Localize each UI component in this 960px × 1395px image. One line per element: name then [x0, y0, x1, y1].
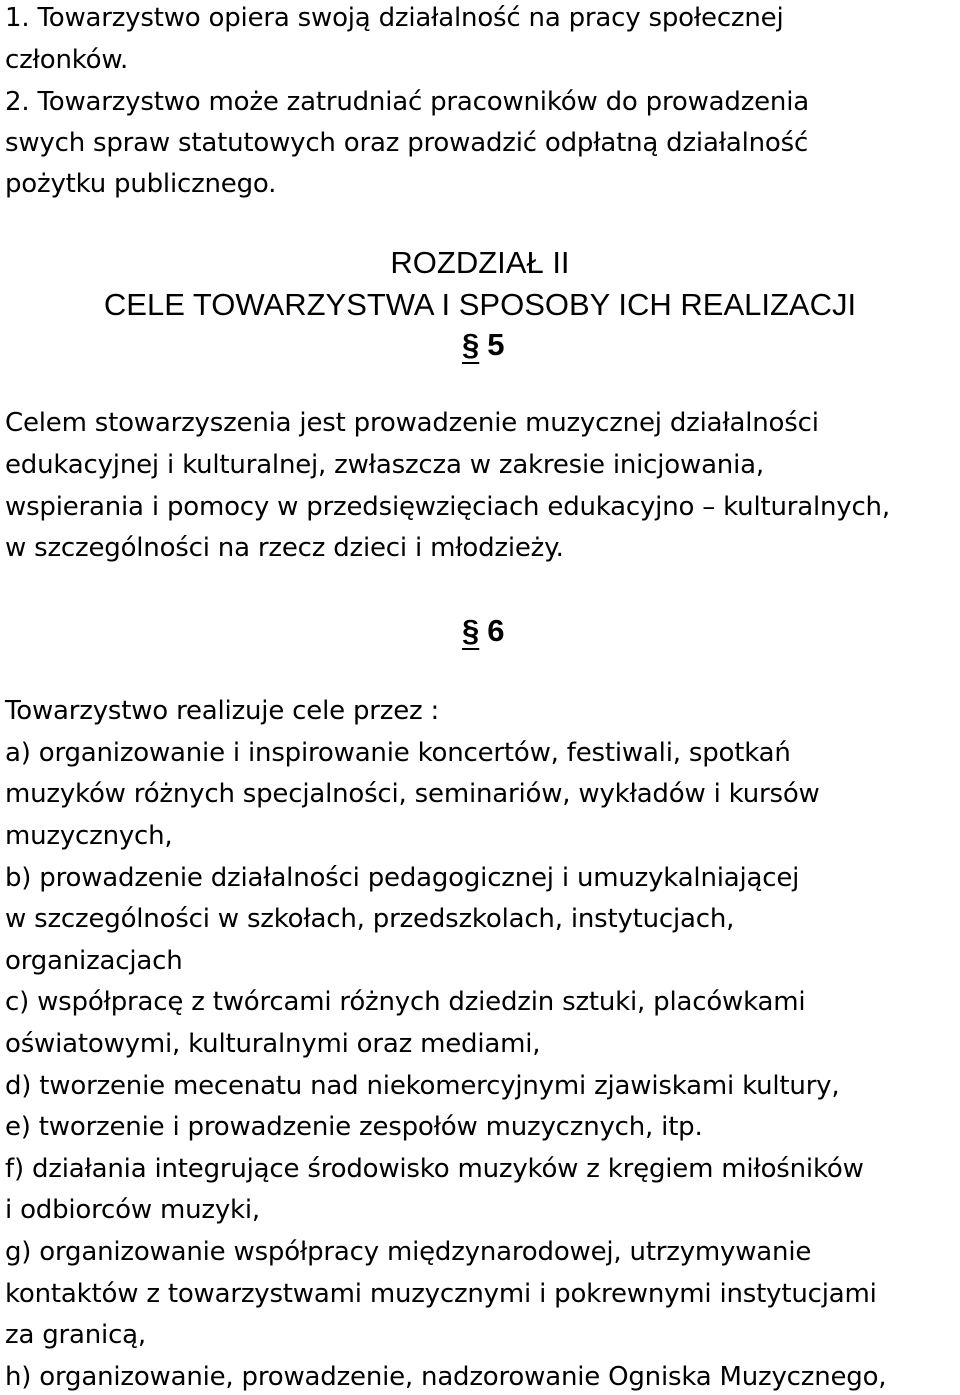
section-5-line-3: wspierania i pomocy w przedsięwzięciach edukacyjno – kulturalnych, — [5, 492, 890, 522]
section-6-line-6: w szczególności w szkołach, przedszkolach, instytucjach, — [5, 904, 735, 934]
section-6-line-16: za granicą, — [5, 1320, 146, 1350]
chapter-subtitle: CELE TOWARZYSTWA I SPOSOBY ICH REALIZACJI — [103, 287, 857, 322]
section-6-line-5: b) prowadzenie działalności pedagogicznej i umuzykalniającej — [5, 863, 800, 893]
intro-line-3: 2. Towarzystwo może zatrudniać pracowników do prowadzenia — [5, 87, 809, 117]
section-5-sign: § — [462, 327, 480, 362]
section-6-line-2: a) organizowanie i inspirowanie koncertów, festiwali, spotkań — [5, 738, 791, 768]
section-6-line-8: c) współpracę z twórcami różnych dziedzin sztuki, placówkami — [5, 987, 806, 1017]
section-6-line-11: e) tworzenie i prowadzenie zespołów muzycznych, itp. — [5, 1112, 703, 1142]
section-6-sign: § — [462, 613, 480, 648]
section-5-number: 5 — [487, 327, 505, 362]
section-6-line-1: Towarzystwo realizuje cele przez : — [5, 696, 440, 726]
section-6-line-14: g) organizowanie współpracy międzynarodowej, utrzymywanie — [5, 1237, 812, 1267]
intro-line-1: 1. Towarzystwo opiera swoją działalność na pracy społecznej — [5, 3, 784, 33]
section-6-line-17: h) organizowanie, prowadzenie, nadzorowanie Ogniska Muzycznego, — [5, 1362, 887, 1392]
section-6-line-10: d) tworzenie mecenatu nad niekomercyjnymi zjawiskami kultury, — [5, 1071, 840, 1101]
section-6-line-15: kontaktów z towarzystwami muzycznymi i pokrewnymi instytucjami — [5, 1279, 877, 1309]
section-5-line-4: w szczególności na rzecz dzieci i młodzieży. — [5, 533, 564, 563]
section-6-line-3: muzyków różnych specjalności, seminariów, wykładów i kursów — [5, 779, 820, 809]
intro-line-2: członków. — [5, 45, 129, 75]
section-6-line-12: f) działania integrujące środowisko muzyków z kręgiem miłośników — [5, 1154, 864, 1184]
section-5-heading — [462, 324, 505, 366]
section-6-line-13: i odbiorców muzyki, — [5, 1195, 260, 1225]
intro-line-4: swych spraw statutowych oraz prowadzić odpłatną działalność — [5, 128, 809, 158]
section-5-line-1: Celem stowarzyszenia jest prowadzenie muzycznej działalności — [5, 408, 819, 438]
intro-line-5: pożytku publicznego. — [5, 169, 277, 199]
chapter-title: ROZDZIAŁ II — [390, 245, 570, 280]
section-6-number: 6 — [487, 613, 505, 648]
section-6-line-7: organizacjach — [5, 946, 183, 976]
section-6-heading — [462, 610, 505, 652]
section-6-line-4: muzycznych, — [5, 821, 173, 851]
section-6-line-9: oświatowymi, kulturalnymi oraz mediami, — [5, 1029, 541, 1059]
section-5-line-2: edukacyjnej i kulturalnej, zwłaszcza w zakresie inicjowania, — [5, 450, 764, 480]
